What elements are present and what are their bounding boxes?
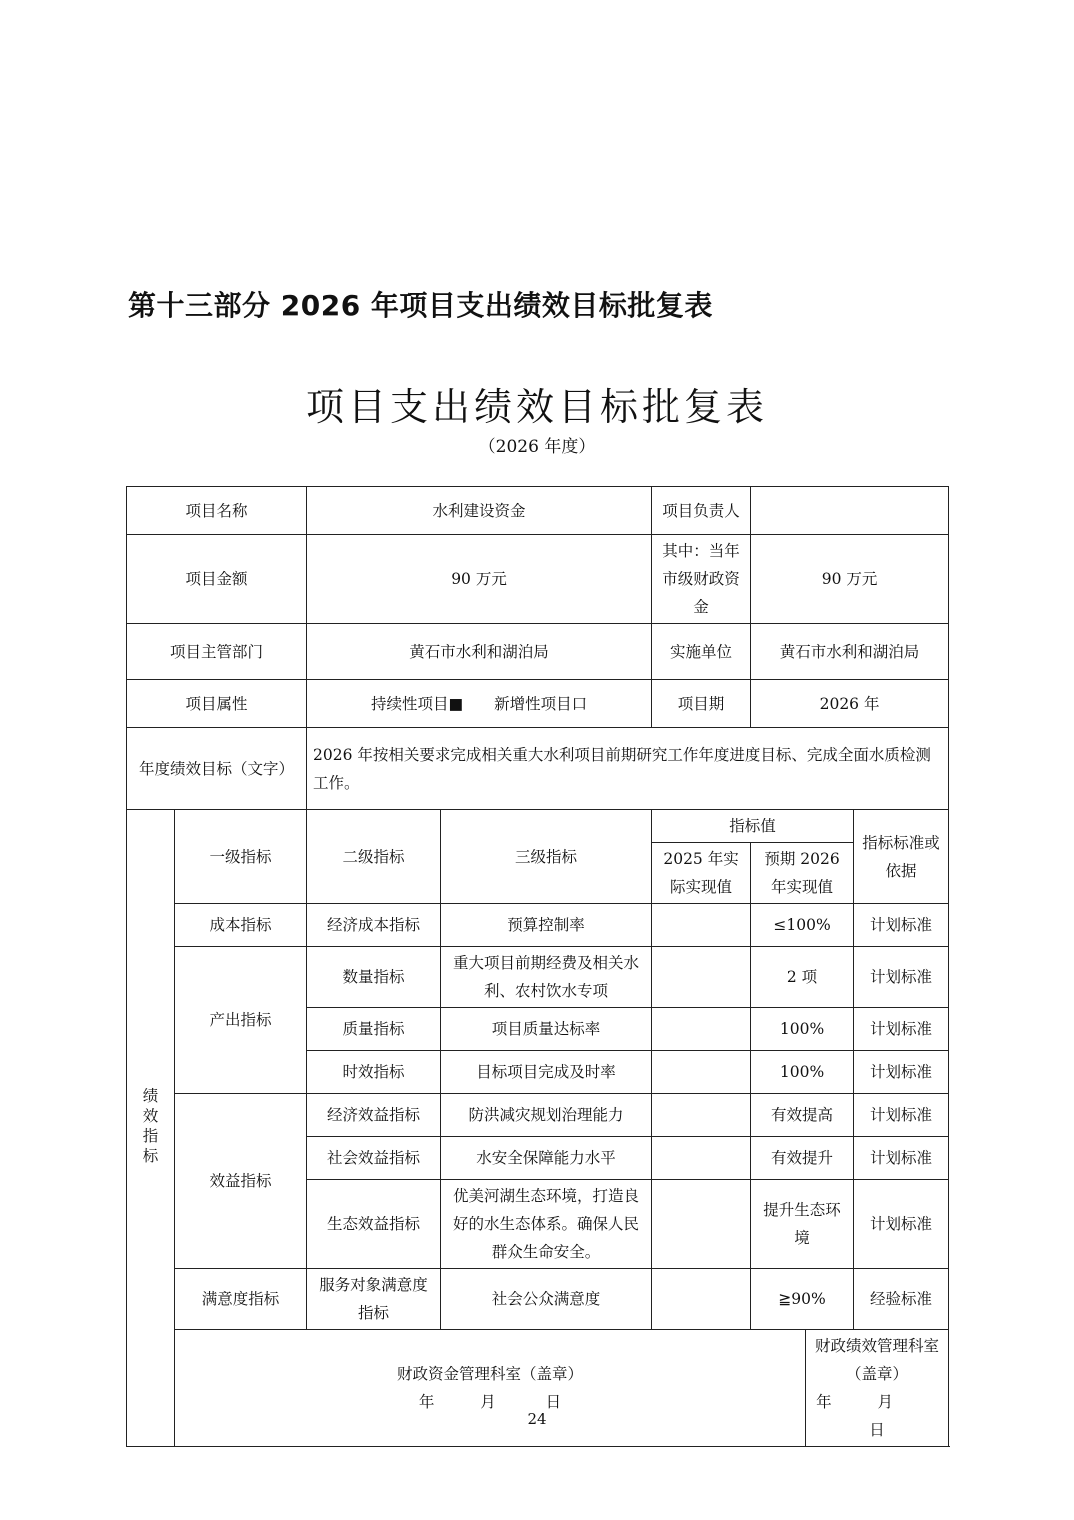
level2-cell: 生态效益指标 <box>307 1180 441 1269</box>
row-project-amount <box>127 535 949 624</box>
row-annual-goal <box>127 728 949 810</box>
document-subtitle: （2026 年度） <box>478 437 596 457</box>
finance-office-label: 财政资金管理科室（盖章） <box>397 1365 584 1383</box>
level3-cell: 优美河湖生态环境，打造良好的水生态体系。确保人民群众生命安全。 <box>441 1180 652 1269</box>
standard-cell: 计划标准 <box>854 1008 949 1051</box>
header-actual-2025: 2025 年实际实现值 <box>652 843 751 904</box>
standard-cell: 经验标准 <box>854 1269 949 1330</box>
indicator-header-row <box>127 810 949 843</box>
table-row <box>127 1269 949 1330</box>
level2-cell: 经济成本指标 <box>307 904 441 947</box>
level3-cell: 项目质量达标率 <box>441 1008 652 1051</box>
expected-cell: 100% <box>751 1051 854 1094</box>
actual-cell <box>652 1008 751 1051</box>
actual-cell <box>652 1094 751 1137</box>
standard-cell: 计划标准 <box>854 1051 949 1094</box>
standard-cell: 计划标准 <box>854 904 949 947</box>
project-attribute-value: 持续性项目■ 新增性项目口 <box>307 680 652 728</box>
document-title: 项目支出绩效目标批复表 <box>305 385 768 429</box>
actual-cell <box>652 904 751 947</box>
city-funds-label: 其中：当年市级财政资金 <box>652 535 751 624</box>
expected-cell: ≧90% <box>751 1269 854 1330</box>
actual-cell <box>652 1137 751 1180</box>
group-cost: 成本指标 <box>175 904 307 947</box>
header-level1: 一级指标 <box>175 810 307 904</box>
level2-cell: 时效指标 <box>307 1051 441 1094</box>
actual-cell <box>652 1051 751 1094</box>
standard-cell: 计划标准 <box>854 1180 949 1269</box>
level2-cell: 服务对象满意度指标 <box>307 1269 441 1330</box>
date-year: 年 <box>816 1393 832 1411</box>
level3-cell: 防洪减灾规划治理能力 <box>441 1094 652 1137</box>
project-leader-label: 项目负责人 <box>652 487 751 535</box>
date-day: 日 <box>545 1393 562 1411</box>
expected-cell: 有效提高 <box>751 1094 854 1137</box>
project-attribute-label: 项目属性 <box>127 680 307 728</box>
performance-approval-table <box>126 486 949 1447</box>
department-label: 项目主管部门 <box>127 624 307 680</box>
expected-cell: 提升生态环境 <box>751 1180 854 1269</box>
level2-cell: 质量指标 <box>307 1008 441 1051</box>
signature-row <box>127 1330 949 1447</box>
actual-cell <box>652 1269 751 1330</box>
actual-cell <box>652 947 751 1008</box>
implementing-unit-label: 实施单位 <box>652 624 751 680</box>
section-heading: 第十三部分 2026 年项目支出绩效目标批复表 <box>128 289 713 322</box>
performance-office-label: 财政绩效管理科室（盖章） <box>815 1337 940 1383</box>
expected-cell: 2 项 <box>751 947 854 1008</box>
row-project-name <box>127 487 949 535</box>
level3-cell: 重大项目前期经费及相关水利、农村饮水专项 <box>441 947 652 1008</box>
level3-cell: 预算控制率 <box>441 904 652 947</box>
group-benefit: 效益指标 <box>175 1094 307 1269</box>
level3-cell: 目标项目完成及时率 <box>441 1051 652 1094</box>
expected-cell: 100% <box>751 1008 854 1051</box>
level2-cell: 数量指标 <box>307 947 441 1008</box>
header-level3: 三级指标 <box>441 810 652 904</box>
page-number: 24 <box>527 1410 547 1428</box>
performance-office-signature <box>806 1330 949 1447</box>
finance-office-signature <box>175 1330 806 1447</box>
header-level2: 二级指标 <box>307 810 441 904</box>
project-amount-label: 项目金额 <box>127 535 307 624</box>
row-department <box>127 624 949 680</box>
table-row <box>127 904 949 947</box>
group-satisfaction: 满意度指标 <box>175 1269 307 1330</box>
level2-cell: 社会效益指标 <box>307 1137 441 1180</box>
level3-cell: 水安全保障能力水平 <box>441 1137 652 1180</box>
project-period-value: 2026 年 <box>751 680 949 728</box>
project-leader-value <box>751 487 949 535</box>
level2-cell: 经济效益指标 <box>307 1094 441 1137</box>
annual-goal-label: 年度绩效目标（文字） <box>127 728 307 810</box>
date-day: 日 <box>869 1421 885 1439</box>
row-attribute <box>127 680 949 728</box>
implementing-unit-value: 黄石市水利和湖泊局 <box>751 624 949 680</box>
header-value-group: 指标值 <box>652 810 854 843</box>
date-month: 月 <box>877 1393 894 1411</box>
expected-cell: ≤100% <box>751 904 854 947</box>
department-value: 黄石市水利和湖泊局 <box>307 624 652 680</box>
group-output: 产出指标 <box>175 947 307 1094</box>
project-period-label: 项目期 <box>652 680 751 728</box>
project-amount-value: 90 万元 <box>307 535 652 624</box>
expected-cell: 有效提升 <box>751 1137 854 1180</box>
project-name-value: 水利建设资金 <box>307 487 652 535</box>
actual-cell <box>652 1180 751 1269</box>
table-row <box>127 947 949 1008</box>
annual-goal-text: 2026 年按相关要求完成相关重大水利项目前期研究工作年度进度目标、完成全面水质检测工作。 <box>307 728 949 810</box>
project-name-label: 项目名称 <box>127 487 307 535</box>
standard-cell: 计划标准 <box>854 1094 949 1137</box>
standard-cell: 计划标准 <box>854 947 949 1008</box>
level3-cell: 社会公众满意度 <box>441 1269 652 1330</box>
header-standard: 指标标准或依据 <box>854 810 949 904</box>
header-expected-2026: 预期 2026 年实现值 <box>751 843 854 904</box>
date-year: 年 <box>418 1393 435 1411</box>
performance-indicators-side-label: 绩效指标 <box>127 810 175 1447</box>
date-month: 月 <box>480 1393 496 1411</box>
standard-cell: 计划标准 <box>854 1137 949 1180</box>
table-row <box>127 1094 949 1137</box>
city-funds-value: 90 万元 <box>751 535 949 624</box>
